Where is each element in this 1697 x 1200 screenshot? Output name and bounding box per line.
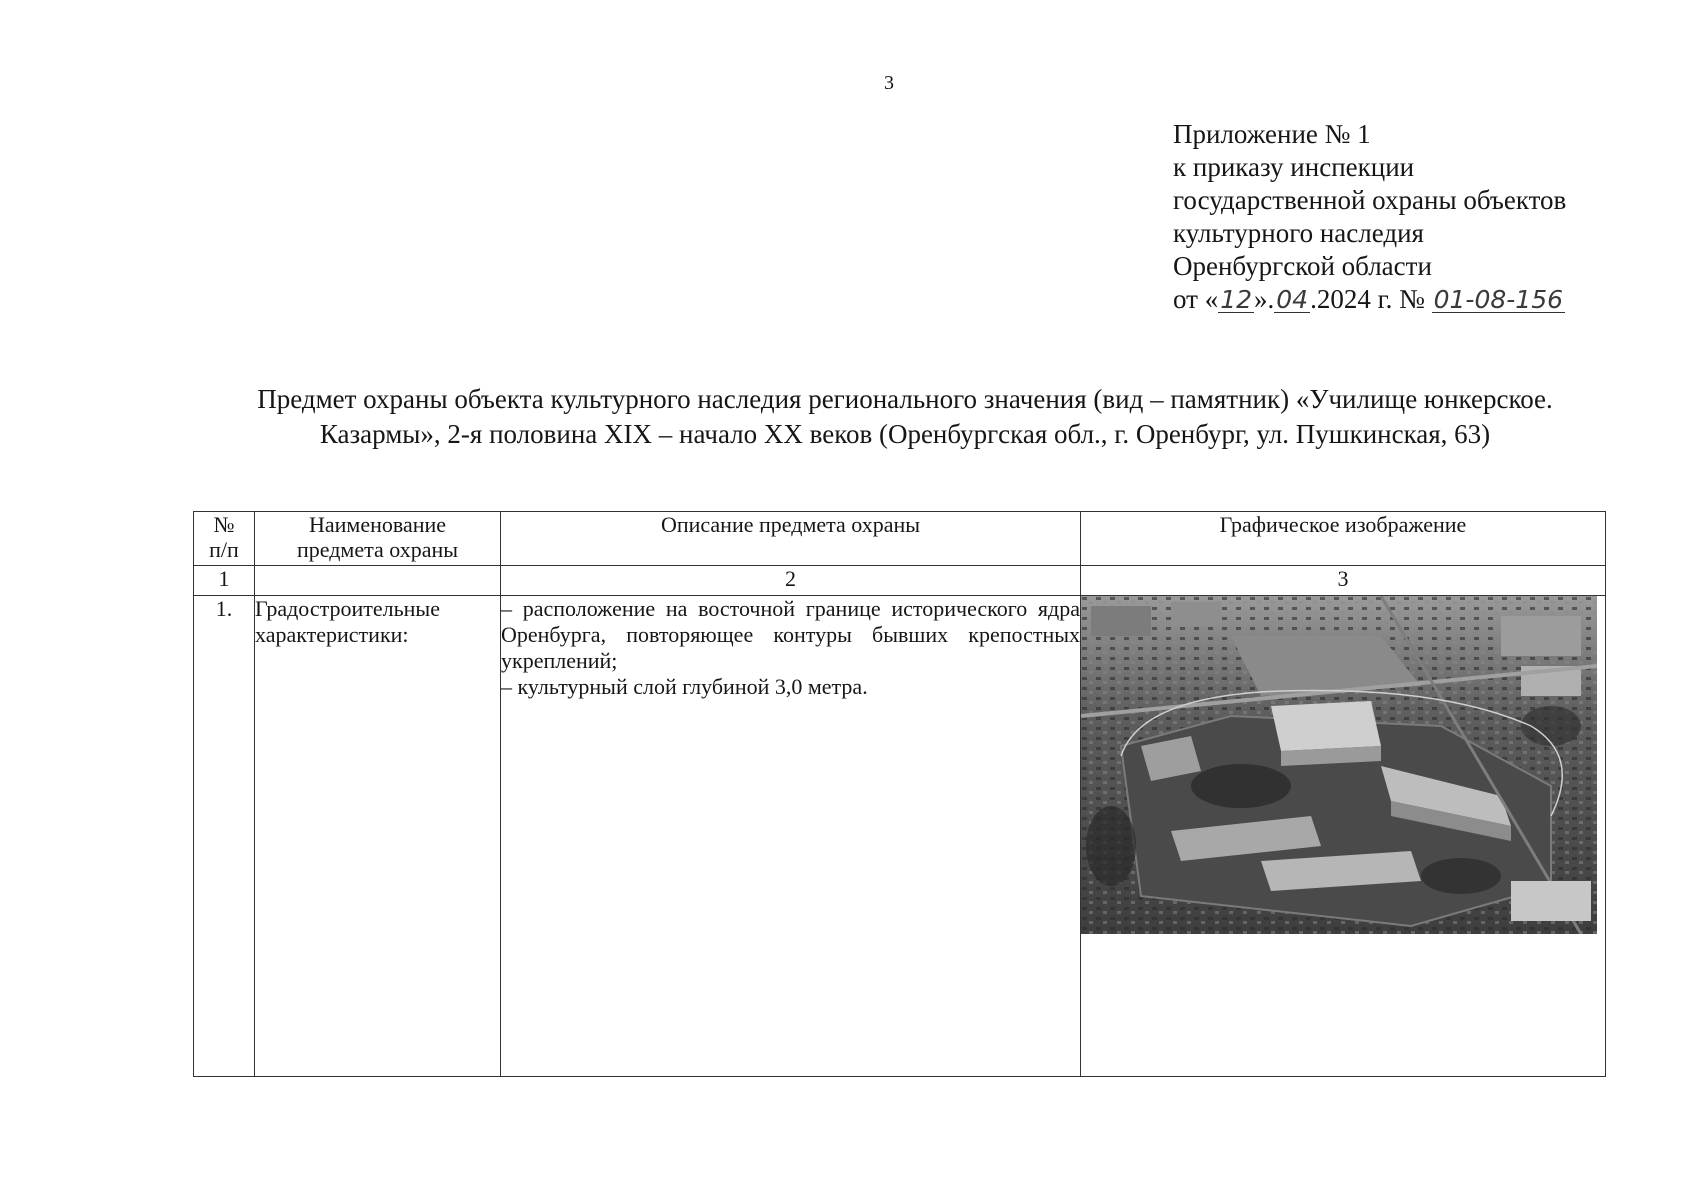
header-number — [194, 512, 255, 566]
year-text: .2024 г. № — [1310, 284, 1425, 314]
index-cell-4: 3 — [1081, 566, 1606, 596]
index-cell-2 — [255, 566, 501, 596]
table-index-row — [194, 566, 1606, 596]
table-row — [194, 596, 1606, 1077]
header-number-line-1: № — [213, 512, 235, 537]
row-name-line-1: Градостроительные — [255, 596, 440, 621]
row-graphic — [1081, 596, 1606, 1077]
protection-table — [193, 511, 1606, 1077]
handwritten-order-number: 01-08-156 — [1433, 285, 1564, 314]
header-name-line-1: Наименование — [308, 512, 447, 537]
appendix-date-line — [1173, 283, 1566, 316]
appendix-line-3: государственной охраны объектов — [1173, 185, 1567, 215]
handwritten-day: 12 — [1220, 285, 1253, 314]
document-title-line-1: Предмет охраны объекта культурного наследия регионального значения (вид – памятник) «Училище юнкерское. — [257, 384, 1553, 414]
appendix-block — [1173, 118, 1566, 316]
appendix-line-4: культурного наследия — [1173, 218, 1424, 248]
header-graphic: Графическое изображение — [1081, 512, 1606, 566]
header-name-line-2: предмета охраны — [296, 537, 459, 562]
appendix-line-1: Приложение № 1 — [1173, 119, 1371, 149]
row-number: 1. — [194, 596, 255, 1077]
date-prefix: от « — [1173, 284, 1219, 314]
index-cell-3: 2 — [501, 566, 1081, 596]
header-number-line-2: п/п — [209, 537, 239, 562]
header-name — [255, 512, 501, 566]
description-item-2: – культурный слой глубиной 3,0 метра. — [501, 674, 868, 699]
page-number: 3 — [884, 72, 894, 94]
appendix-line-2: к приказу инспекции — [1173, 152, 1415, 182]
index-cell-1: 1 — [194, 566, 255, 596]
appendix-line-5: Оренбургской области — [1173, 251, 1432, 281]
row-name-line-2: характеристики: — [255, 622, 409, 647]
header-description: Описание предмета охраны — [501, 512, 1081, 566]
table-header-row — [194, 512, 1606, 566]
aerial-photo-image — [1081, 596, 1597, 934]
handwritten-month: 04 — [1276, 285, 1309, 314]
description-item-1: – расположение на восточной границе исторического ядра Оренбурга, повторяющее контуры бывших крепостных укреплений; — [501, 596, 1080, 673]
day-close: ». — [1254, 284, 1275, 314]
row-name — [255, 596, 501, 1077]
document-title-line-2: Казармы», 2-я половина XIX – начало XX веков (Оренбургская обл., г. Оренбург, ул. Пушкинская, 63) — [319, 419, 1491, 449]
row-description — [501, 596, 1081, 1077]
document-title — [150, 382, 1660, 452]
